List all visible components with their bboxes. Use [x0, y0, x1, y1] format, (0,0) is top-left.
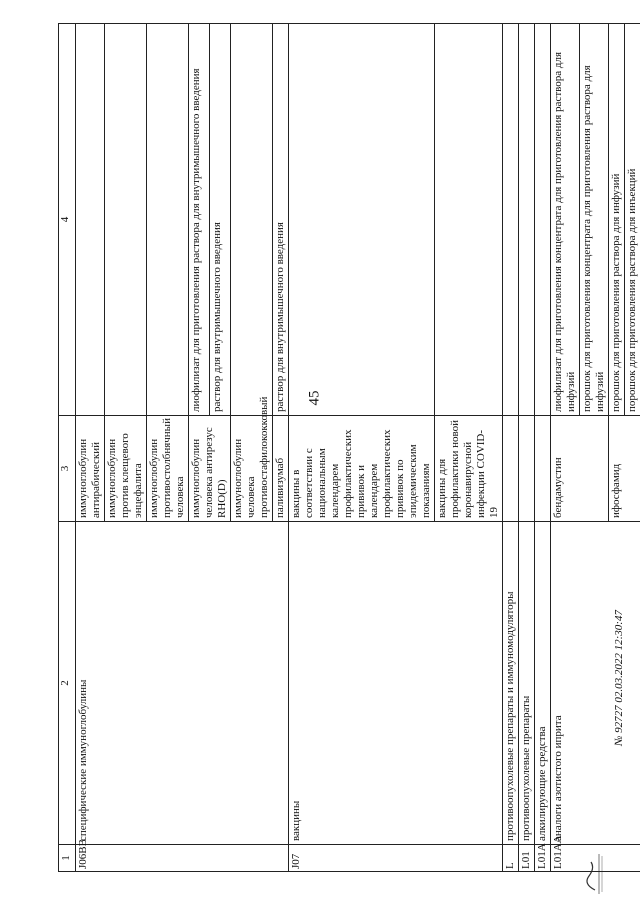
dosage-form — [147, 24, 189, 416]
dosage-form — [231, 24, 273, 416]
drug-name: иммуноглобулин против клещевого энцефалита — [105, 416, 147, 522]
table-row — [76, 24, 105, 872]
dosage-form: лиофилизат для приготовления концентрата для приготовления раствора для инфузий — [551, 24, 580, 416]
group-name: противоопухолевые препараты и иммуномодуляторы — [503, 522, 519, 845]
atc-code: J07 — [289, 845, 503, 872]
dosage-form — [105, 24, 147, 416]
atc-code: L — [503, 845, 519, 872]
table-row — [289, 24, 435, 872]
drug-name: иммуноглобулин человека противостафилококковый — [231, 416, 273, 522]
drug-name: вакцины для профилактики новой коронавирусной инфекции COVID-19 — [435, 416, 503, 522]
drug-name: бендамустин — [551, 416, 609, 522]
header-col-4: 4 — [59, 24, 76, 416]
dosage-form — [289, 24, 435, 416]
drug-name: иммуноглобулин антирабический — [76, 416, 105, 522]
dosage-form: порошок для приготовления раствора для инъекций — [625, 24, 640, 416]
dosage-form: раствор для внутримышечного введения — [210, 24, 231, 416]
registration-stamp: № 92727 02.03.2022 12:30:47 — [613, 610, 625, 746]
dosage-form: раствор для внутримышечного введения — [273, 24, 289, 416]
atc-code: L01AA — [551, 845, 640, 872]
group-name: алкилирующие средства — [535, 522, 551, 845]
page-number: 45 — [306, 390, 323, 406]
table-row — [503, 24, 519, 872]
group-name: специфические иммуноглобулины — [76, 522, 289, 845]
table-row — [519, 24, 535, 872]
dosage-form — [519, 24, 535, 416]
drug-name — [503, 416, 519, 522]
drug-name: паливизумаб — [273, 416, 289, 522]
dosage-form — [435, 24, 503, 416]
atc-code: L01 — [519, 845, 535, 872]
table-row — [535, 24, 551, 872]
group-name: аналоги азотистого иприта — [551, 522, 640, 845]
drug-name: вакцины в соответствии с национальным календарем профилактических прививок и календарем профилактических прививок по эпидемическим показаниям — [289, 416, 435, 522]
dosage-form: порошок для приготовления концентрата для приготовления раствора для инфузий — [580, 24, 609, 416]
dosage-form — [76, 24, 105, 416]
drug-name — [535, 416, 551, 522]
dosage-form: порошок для приготовления раствора для инфузий — [609, 24, 625, 416]
table-row — [551, 24, 580, 872]
header-col-2: 2 — [59, 522, 76, 845]
atc-code: J06BB — [76, 845, 289, 872]
group-name: вакцины — [289, 522, 503, 845]
header-col-3: 3 — [59, 416, 76, 522]
medicines-table — [58, 23, 640, 872]
drug-name — [519, 416, 535, 522]
header-col-1: 1 — [59, 845, 76, 872]
group-name: противоопухолевые препараты — [519, 522, 535, 845]
drug-name: иммуноглобулин противостолбнячный человека — [147, 416, 189, 522]
drug-name: ифосфамид — [609, 416, 640, 522]
dosage-form — [503, 24, 519, 416]
atc-code: L01A — [535, 845, 551, 872]
drug-name: иммуноглобулин человека антирезус RHO(D) — [189, 416, 231, 522]
dosage-form — [535, 24, 551, 416]
dosage-form: лиофилизат для приготовления раствора для внутримышечного введения — [189, 24, 210, 416]
table-header-row — [59, 24, 76, 872]
